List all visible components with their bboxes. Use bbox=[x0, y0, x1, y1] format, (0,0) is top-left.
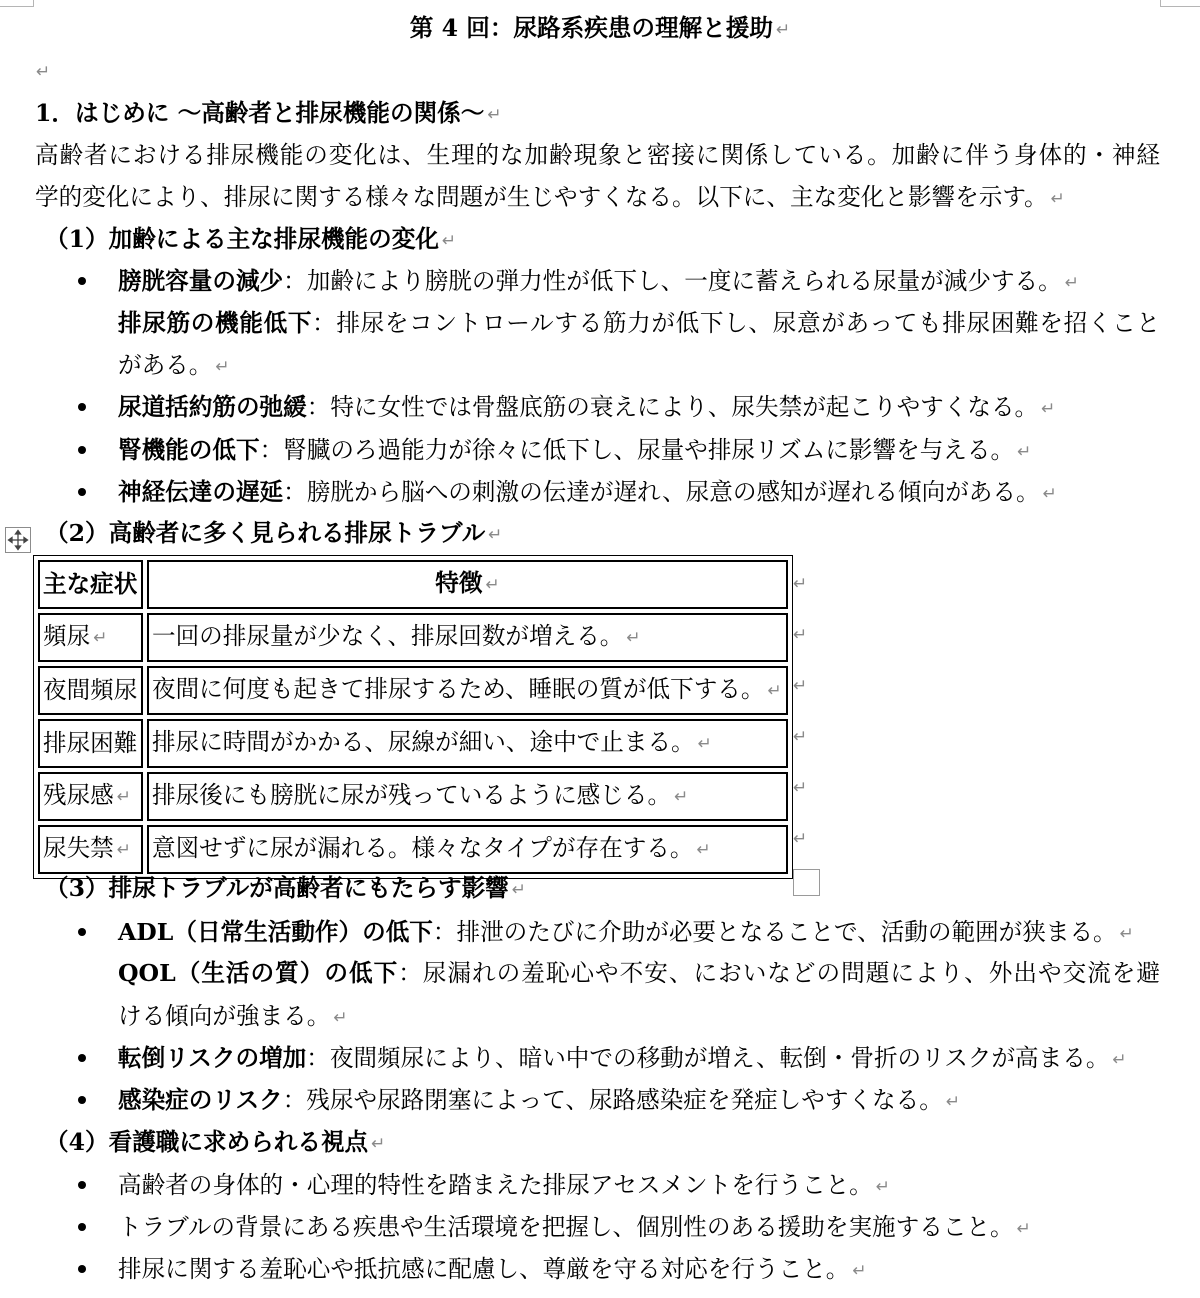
subsection-heading-text: （4）看護職に求められる視点 bbox=[45, 1128, 369, 1156]
subsection-heading-text: （1）加齢による主な排尿機能の変化 bbox=[45, 225, 439, 253]
bullet-text: 加齢により膀胱の弾力性が低下し、一度に蓄えられる尿量が減少する。 bbox=[306, 267, 1062, 295]
paragraph-mark: ↵ bbox=[945, 1092, 961, 1112]
table-header-cell bbox=[147, 560, 788, 609]
end-of-row-mark: ↵ bbox=[793, 574, 808, 594]
paragraph-mark: ↵ bbox=[511, 880, 527, 900]
label-separator: ： bbox=[398, 959, 423, 987]
bullet-dot bbox=[78, 1181, 86, 1189]
end-of-row-mark: ↵ bbox=[793, 829, 808, 849]
list-item bbox=[118, 1079, 960, 1121]
table-cell-symptom bbox=[38, 719, 143, 768]
paragraph-mark: ↵ bbox=[1119, 924, 1134, 944]
subsection-heading bbox=[45, 218, 456, 260]
table-move-handle-icon[interactable] bbox=[5, 527, 31, 553]
end-of-row-mark: ↵ bbox=[793, 625, 808, 645]
paragraph-mark: ↵ bbox=[116, 840, 132, 860]
table-row bbox=[38, 613, 788, 662]
bullet-dot bbox=[78, 277, 86, 285]
paragraph-mark: ↵ bbox=[441, 231, 457, 251]
subsection-heading bbox=[45, 1121, 385, 1163]
paragraph-mark: ↵ bbox=[775, 20, 791, 40]
list-item bbox=[118, 1164, 890, 1206]
feature-text: 排尿後にも膀胱に尿が残っているように感じる。 bbox=[152, 781, 672, 809]
list-item bbox=[118, 471, 1057, 513]
subsection-heading bbox=[45, 512, 502, 554]
paragraph-mark: ↵ bbox=[333, 1008, 348, 1028]
intro-paragraph-line: 高齢者における排尿機能の変化は、生理的な加齢現象と密接に関係している。加齢に伴う身体的・神経 bbox=[35, 141, 1160, 169]
list-item bbox=[118, 1037, 1127, 1079]
feature-text: 意図せずに尿が漏れる。様々なタイプが存在する。 bbox=[152, 834, 694, 862]
bullet-text: 膀胱から脳への刺激の伝達が遅れ、尿意の感知が遅れる傾向がある。 bbox=[306, 478, 1040, 506]
list-item bbox=[118, 302, 1160, 344]
table-row bbox=[38, 666, 788, 715]
list-item bbox=[118, 952, 1160, 994]
bullet-dot bbox=[78, 1096, 86, 1104]
table-cell-feature bbox=[147, 719, 788, 768]
bullet-label: 膀胱容量の減少 bbox=[118, 267, 284, 295]
bullet-text: 腎臓のろ過能力が徐々に低下し、尿量や排尿リズムに影響を与える。 bbox=[283, 436, 1015, 464]
label-separator: ： bbox=[432, 918, 457, 946]
table-cell-symptom bbox=[38, 666, 143, 715]
label-separator: ： bbox=[283, 478, 307, 506]
list-item bbox=[118, 1248, 867, 1290]
symptom-text: 尿失禁 bbox=[43, 834, 114, 862]
bullet-text: 夜間頻尿により、暗い中での移動が増え、転倒・骨折のリスクが高まる。 bbox=[329, 1044, 1110, 1072]
bullet-label: 感染症のリスク bbox=[118, 1086, 283, 1114]
feature-text: 一回の排尿量が少なく、排尿回数が増える。 bbox=[152, 622, 624, 650]
subsection-heading-text: （3）排尿トラブルが高齢者にもたらす影響 bbox=[45, 874, 509, 902]
paragraph-mark: ↵ bbox=[116, 787, 132, 807]
table-row bbox=[38, 772, 788, 821]
table-row bbox=[38, 719, 788, 768]
bullet-label: 転倒リスクの増加 bbox=[118, 1044, 307, 1072]
paragraph-mark: ↵ bbox=[1042, 484, 1057, 504]
symptom-text: 夜間頻尿 bbox=[43, 676, 138, 704]
paragraph-mark: ↵ bbox=[697, 734, 712, 754]
label-separator: ： bbox=[306, 393, 331, 421]
bullet-label: 尿道括約筋の弛緩 bbox=[118, 393, 307, 421]
table-cell-feature bbox=[147, 666, 788, 715]
paragraph-mark: ↵ bbox=[485, 575, 500, 595]
bullet-text: 排尿に関する羞恥心や抵抗感に配慮し、尊厳を守る対応を行うこと。 bbox=[118, 1255, 850, 1283]
table-cell-feature bbox=[147, 613, 788, 662]
label-separator: ： bbox=[282, 1086, 307, 1114]
bullet-text: 特に女性では骨盤底筋の衰えにより、尿失禁が起こりやすくなる。 bbox=[330, 393, 1039, 421]
subsection-heading-text: （2）高齢者に多く見られる排尿トラブル bbox=[45, 519, 486, 547]
bullet-text: トラブルの背景にある疾患や生活環境を把握し、個別性のある援助を実施すること。 bbox=[118, 1213, 1014, 1241]
paragraph-mark: ↵ bbox=[875, 1177, 891, 1197]
margin-corner-mark-left bbox=[0, 0, 34, 7]
feature-text: 排尿に時間がかかる、尿線が細い、途中で止まる。 bbox=[152, 728, 695, 756]
bullet-text: 尿漏れの羞恥心や不安、においなどの問題により、外出や交流を避 bbox=[422, 959, 1160, 987]
subsection-heading bbox=[45, 867, 526, 909]
end-of-row-mark: ↵ bbox=[793, 778, 808, 798]
paragraph-mark: ↵ bbox=[852, 1261, 867, 1281]
bullet-dot bbox=[78, 1054, 86, 1062]
bullet-text: 排尿をコントロールする筋力が低下し、尿意があっても排尿困難を招くこと bbox=[336, 309, 1160, 337]
section-heading-text: 1．はじめに ～高齢者と排尿機能の関係～ bbox=[35, 99, 485, 127]
paragraph-mark: ↵ bbox=[371, 1134, 386, 1154]
symptom-text: 排尿困難 bbox=[43, 729, 138, 757]
list-item bbox=[118, 429, 1031, 471]
bullet-text: 高齢者の身体的・心理的特性を踏まえた排尿アセスメントを行うこと。 bbox=[118, 1171, 873, 1199]
table-cell-symptom bbox=[38, 613, 143, 662]
label-separator: ： bbox=[259, 436, 284, 464]
bullet-label: 腎機能の低下 bbox=[118, 436, 260, 464]
list-item-continuation bbox=[118, 995, 348, 1037]
paragraph-mark: ↵ bbox=[1112, 1050, 1127, 1070]
list-item-continuation bbox=[118, 344, 230, 386]
symptom-table-container bbox=[33, 555, 793, 879]
table-cell-symptom bbox=[38, 772, 143, 821]
intro-paragraph-line bbox=[35, 176, 1065, 218]
paragraph-mark: ↵ bbox=[215, 357, 230, 377]
list-item bbox=[118, 260, 1079, 302]
bullet-label: 排尿筋の機能低下 bbox=[118, 309, 313, 337]
paragraph-mark: ↵ bbox=[487, 105, 502, 125]
label-separator: ： bbox=[283, 267, 307, 295]
end-of-row-mark: ↵ bbox=[793, 676, 808, 696]
paragraph-mark: ↵ bbox=[767, 681, 782, 701]
symptom-text: 頻尿 bbox=[43, 622, 91, 650]
paragraph-mark: ↵ bbox=[1041, 399, 1056, 419]
table-cell-feature bbox=[147, 772, 788, 821]
end-of-row-mark: ↵ bbox=[793, 727, 808, 747]
bullet-dot bbox=[78, 1265, 86, 1273]
symptom-text: 残尿感 bbox=[43, 781, 114, 809]
bullet-label: QOL（生活の質）の低下 bbox=[118, 959, 399, 987]
bullet-dot bbox=[78, 928, 86, 936]
list-item bbox=[118, 1206, 1031, 1248]
feature-text: 夜間に何度も起きて排尿するため、睡眠の質が低下する。 bbox=[152, 675, 765, 703]
section-heading bbox=[35, 92, 502, 134]
table-resize-handle[interactable] bbox=[793, 869, 820, 896]
table-header-cell: 主な症状 bbox=[38, 560, 143, 609]
paragraph-mark: ↵ bbox=[93, 628, 108, 648]
paragraph-mark: ↵ bbox=[1016, 1219, 1031, 1239]
bullet-label: ADL（日常生活動作）の低下 bbox=[118, 918, 433, 946]
table-header-row bbox=[38, 560, 788, 609]
paragraph-mark: ↵ bbox=[1017, 442, 1032, 462]
list-item bbox=[118, 386, 1055, 428]
label-separator: ： bbox=[312, 309, 337, 337]
bullet-text: 残尿や尿路閉塞によって、尿路感染症を発症しやすくなる。 bbox=[306, 1086, 943, 1114]
intro-paragraph-text: 学的変化により、排尿に関する様々な問題が生じやすくなる。以下に、主な変化と影響を示す。 bbox=[35, 183, 1048, 211]
bullet-text: 排泄のたびに介助が必要となることで、活動の範囲が狭まる。 bbox=[456, 918, 1117, 946]
paragraph-mark: ↵ bbox=[626, 628, 641, 648]
margin-corner-mark-right bbox=[1160, 0, 1200, 7]
bullet-label: 神経伝達の遅延 bbox=[118, 478, 284, 506]
label-separator: ： bbox=[306, 1044, 330, 1072]
bullet-dot bbox=[78, 403, 86, 411]
bullet-dot bbox=[78, 446, 86, 454]
table-header-text: 特徴 bbox=[435, 569, 483, 597]
symptom-table bbox=[33, 555, 793, 879]
title-text: 第 4 回：尿路系疾患の理解と援助 bbox=[409, 14, 773, 42]
bullet-text-continuation: がある。 bbox=[118, 351, 213, 379]
paragraph-mark: ↵ bbox=[1050, 189, 1065, 209]
empty-paragraph bbox=[33, 49, 50, 91]
paragraph-mark: ↵ bbox=[36, 62, 51, 82]
paragraph-mark: ↵ bbox=[696, 840, 711, 860]
bullet-dot bbox=[78, 1223, 86, 1231]
paragraph-mark: ↵ bbox=[674, 787, 689, 807]
bullet-dot bbox=[78, 488, 86, 496]
paragraph-mark: ↵ bbox=[1064, 273, 1079, 293]
paragraph-mark: ↵ bbox=[488, 525, 503, 545]
document-title bbox=[0, 7, 1200, 49]
list-item bbox=[118, 911, 1134, 953]
bullet-text-continuation: ける傾向が強まる。 bbox=[118, 1002, 331, 1030]
